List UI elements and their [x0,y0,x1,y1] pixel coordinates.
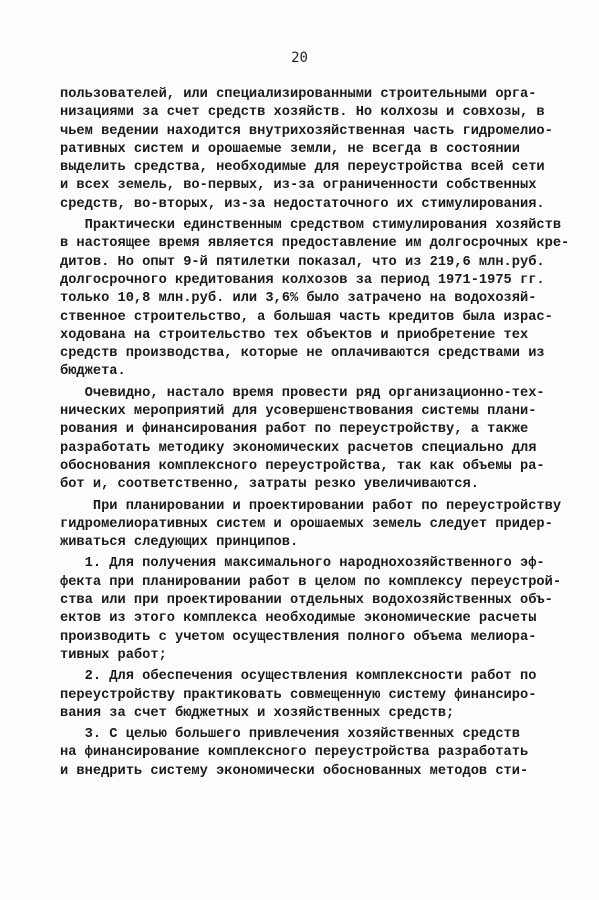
paragraph [60,726,560,781]
text-line: средств, во-вторых, из-за недостаточного их стимулирования. [60,196,545,212]
text-line: ходована на строительство тех объектов и приобретение тех [60,327,529,343]
text-line: ственное строительство, а большая часть кредитов была израс- [60,309,553,325]
text-line: долгосрочного кредитования колхозов за период 1971-1975 гг. [60,272,545,288]
text-line: средств производства, которые не оплачиваются средствами из [60,346,545,362]
text-line: на финансирование комплексного переустройства разработать [60,745,529,761]
text-line: ративных систем и орошаемые земли, не всегда в состоянии [60,141,520,157]
paragraph [60,498,560,553]
text-line: производить с учетом осуществления полного объема мелиора- [60,629,537,645]
paragraph [60,668,560,723]
paragraph [60,86,560,214]
text-line: выделить средства, необходимые для переустройства всей сети [60,160,545,176]
body-text [60,86,570,781]
text-line: и внедрить систему экономически обоснованных методов сти- [60,763,529,779]
text-line: ства или при проектировании отдельных водохозяйственных объ- [60,593,553,609]
text-line: бюджета. [60,364,126,380]
text-line: живаться следующих принципов. [60,535,299,551]
text-line: Практически единственным средством стимулирования хозяйств [60,218,562,234]
text-line: 2. Для обеспечения осуществления комплексности работ по [60,669,537,685]
text-line: ектов из этого комплекса необходимые экономические расчеты [60,611,537,627]
text-line: вания за счет бюджетных и хозяйственных средств; [60,705,455,721]
text-line: только 10,8 млн.руб. или 3,6% было затрачено на водохозяй- [60,291,537,307]
text-line: чьем ведении находится внутрихозяйственная часть гидромелио- [60,123,553,139]
text-line: дитов. Но опыт 9-й пятилетки показал, что из 219,6 млн.руб. [60,254,545,270]
text-line: пользователей, или специализированными строительными орга- [60,87,537,102]
text-line: Очевидно, настало время провести ряд организационно-тех- [60,385,545,401]
text-line: и всех земель, во-первых, из-за ограниченности собственных [60,178,537,194]
paragraph [60,217,570,382]
text-line: При планировании и проектировании работ по переустройству [60,498,562,514]
text-line: гидромелиоративных систем и орошаемых земель следует придер- [60,516,553,532]
text-line: 1. Для получения максимального народнохозяйственного эф- [60,556,545,572]
text-line: нических мероприятий для усовершенствования системы плани- [60,404,537,420]
text-line: переустройству практиковать совмещенную систему финансиро- [60,687,537,703]
paragraph [60,555,560,665]
text-line: бот и, соответственно, затраты резко увеличиваются. [60,477,479,493]
text-line: в настоящее время является предоставление им долгосрочных кре- [60,236,570,252]
text-line: низациями за счет средств хозяйств. Но колхозы и совхозы, в [60,105,545,121]
text-line: разработать методику экономических расчетов специально для [60,440,537,456]
page-number: 20 [291,50,308,66]
text-line: тивных работ; [60,647,167,663]
text-line: обоснования комплексного переустройства, так как объемы ра- [60,458,545,474]
text-line: 3. С целью большего привлечения хозяйственных средств [60,727,520,743]
text-line: рования и финансирования работ по переустройству, а также [60,422,529,438]
paragraph [60,385,560,495]
text-line: фекта при планировании работ в целом по комплексу переустрой- [60,574,562,590]
